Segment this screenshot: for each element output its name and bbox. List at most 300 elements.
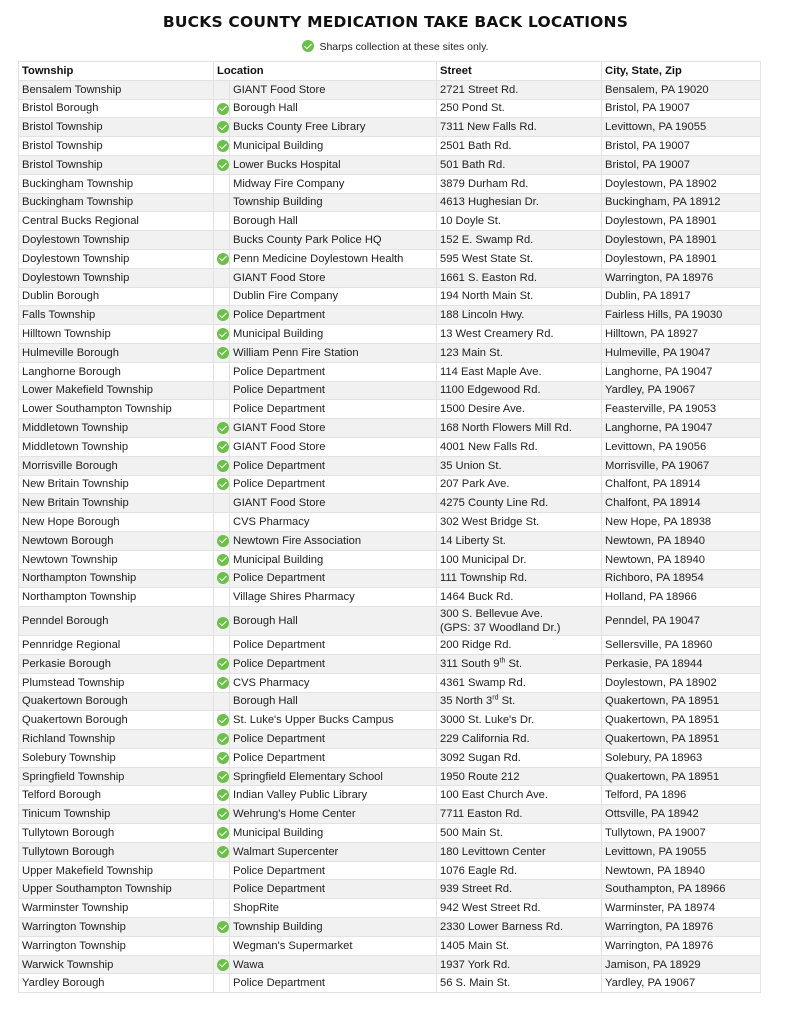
sharps-cell — [214, 842, 230, 861]
street-text: 1100 Edgewood Rd. — [440, 384, 541, 397]
location-cell: Wegman's Supermarket — [230, 936, 437, 955]
table-row — [19, 569, 761, 588]
table-row — [19, 343, 761, 362]
location-cell: Wehrung's Home Center — [230, 805, 437, 824]
township-cell: New Hope Borough — [19, 513, 214, 532]
street-text: 229 California Rd. — [440, 732, 530, 745]
street-cell — [437, 99, 602, 118]
sharps-cell — [214, 325, 230, 344]
check-circle-icon — [217, 159, 229, 171]
table-row — [19, 475, 761, 494]
table-row — [19, 155, 761, 174]
sharps-cell — [214, 918, 230, 937]
location-cell: CVS Pharmacy — [230, 673, 437, 692]
table-row — [19, 955, 761, 974]
table-row — [19, 974, 761, 993]
township-cell: Bristol Township — [19, 118, 214, 137]
township-cell: Langhorne Borough — [19, 362, 214, 381]
township-cell: Telford Borough — [19, 786, 214, 805]
street-cell — [437, 437, 602, 456]
street-cell — [437, 607, 602, 636]
location-cell: Bucks County Free Library — [230, 118, 437, 137]
city-cell: Doylestown, PA 18901 — [602, 249, 761, 268]
township-cell: Yardley Borough — [19, 974, 214, 993]
check-circle-icon — [217, 959, 229, 971]
sharps-cell — [214, 531, 230, 550]
street-text: 111 Township Rd. — [440, 572, 528, 585]
township-cell: Lower Southampton Township — [19, 400, 214, 419]
location-cell: Borough Hall — [230, 212, 437, 231]
table-row — [19, 805, 761, 824]
city-cell: Yardley, PA 19067 — [602, 381, 761, 400]
sharps-cell — [214, 711, 230, 730]
check-circle-icon — [217, 658, 229, 670]
street-text: 595 West State St. — [440, 252, 534, 265]
table-row — [19, 456, 761, 475]
check-circle-icon — [217, 617, 229, 629]
sharps-cell — [214, 362, 230, 381]
check-circle-icon — [217, 808, 229, 820]
street-text: 500 Main St. — [440, 826, 503, 839]
street-cell — [437, 268, 602, 287]
street-cell — [437, 419, 602, 438]
location-cell: Municipal Building — [230, 325, 437, 344]
column-header-street: Street — [437, 62, 602, 81]
city-cell: Quakertown, PA 18951 — [602, 730, 761, 749]
street-text: 180 Levittown Center — [440, 845, 546, 858]
street-cell — [437, 287, 602, 306]
street-text: 56 S. Main St. — [440, 977, 511, 990]
city-cell: Bristol, PA 19007 — [602, 137, 761, 156]
street-cell — [437, 550, 602, 569]
check-circle-icon — [217, 771, 229, 783]
street-cell — [437, 842, 602, 861]
sharps-cell — [214, 231, 230, 250]
township-cell: Perkasie Borough — [19, 654, 214, 673]
street-text: 300 S. Bellevue Ave. — [440, 608, 544, 621]
sharps-cell — [214, 588, 230, 607]
legend-text: Sharps collection at these sites only. — [319, 41, 489, 53]
street-text: 194 North Main St. — [440, 290, 534, 303]
location-cell: Springfield Elementary School — [230, 767, 437, 786]
sharps-cell — [214, 137, 230, 156]
city-cell: Solebury, PA 18963 — [602, 748, 761, 767]
sharps-cell — [214, 936, 230, 955]
street-text: 1076 Eagle Rd. — [440, 864, 518, 877]
city-cell: Doylestown, PA 18902 — [602, 673, 761, 692]
street-cell — [437, 636, 602, 655]
street-text: 200 Ridge Rd. — [440, 639, 512, 651]
sharps-cell — [214, 550, 230, 569]
sharps-cell — [214, 475, 230, 494]
location-cell: Police Department — [230, 748, 437, 767]
check-circle-icon — [217, 422, 229, 434]
location-cell: Municipal Building — [230, 824, 437, 843]
street-cell — [437, 306, 602, 325]
township-cell: Morrisville Borough — [19, 456, 214, 475]
street-cell — [437, 673, 602, 692]
street-text: 100 East Church Ave. — [440, 789, 549, 802]
location-cell: GIANT Food Store — [230, 494, 437, 513]
city-cell: Warrington, PA 18976 — [602, 918, 761, 937]
table-row — [19, 80, 761, 99]
street-ordinal-suffix: rd — [492, 694, 499, 702]
street-text: 1950 Route 212 — [440, 770, 520, 783]
check-circle-icon — [217, 253, 229, 265]
sharps-cell — [214, 174, 230, 193]
sharps-cell — [214, 212, 230, 231]
street-text: 1464 Buck Rd. — [440, 591, 514, 604]
check-circle-icon — [217, 733, 229, 745]
check-circle-icon — [217, 121, 229, 133]
sharps-cell — [214, 80, 230, 99]
check-circle-icon — [217, 554, 229, 566]
street-text: 13 West Creamery Rd. — [440, 328, 554, 341]
township-cell: Warminster Township — [19, 899, 214, 918]
city-cell: Fairless Hills, PA 19030 — [602, 306, 761, 325]
street-text: 4361 Swamp Rd. — [440, 676, 526, 689]
city-cell: Doylestown, PA 18902 — [602, 174, 761, 193]
street-text: 35 Union St. — [440, 459, 502, 472]
street-cell — [437, 730, 602, 749]
sharps-cell — [214, 268, 230, 287]
street-text: 2721 Street Rd. — [440, 83, 519, 96]
location-cell: Police Department — [230, 362, 437, 381]
table-row — [19, 268, 761, 287]
city-cell: Levittown, PA 19055 — [602, 118, 761, 137]
street-cell — [437, 212, 602, 231]
township-cell: Penndel Borough — [19, 607, 214, 636]
street-cell — [437, 692, 602, 711]
city-cell: Newtown, PA 18940 — [602, 550, 761, 569]
check-circle-icon — [217, 103, 229, 115]
street-text: 2330 Lower Barness Rd. — [440, 920, 564, 933]
check-circle-icon — [217, 572, 229, 584]
table-row — [19, 842, 761, 861]
check-circle-icon — [217, 328, 229, 340]
location-cell: Police Department — [230, 475, 437, 494]
check-circle-icon — [217, 846, 229, 858]
street-cell — [437, 325, 602, 344]
table-row — [19, 531, 761, 550]
location-cell: CVS Pharmacy — [230, 513, 437, 532]
city-cell: Ottsville, PA 18942 — [602, 805, 761, 824]
city-cell: Warrington, PA 18976 — [602, 936, 761, 955]
street-text: 302 West Bridge St. — [440, 516, 540, 529]
check-circle-icon — [217, 714, 229, 726]
street-text: 152 E. Swamp Rd. — [440, 234, 534, 247]
city-cell: New Hope, PA 18938 — [602, 513, 761, 532]
township-cell: Doylestown Township — [19, 249, 214, 268]
sharps-cell — [214, 400, 230, 419]
location-cell: ShopRite — [230, 899, 437, 918]
location-cell: Police Department — [230, 861, 437, 880]
table-row — [19, 918, 761, 937]
sharps-cell — [214, 673, 230, 692]
sharps-cell — [214, 692, 230, 711]
township-cell: Tullytown Borough — [19, 842, 214, 861]
street-cell — [437, 494, 602, 513]
sharps-cell — [214, 99, 230, 118]
table-row — [19, 899, 761, 918]
location-cell: St. Luke's Upper Bucks Campus — [230, 711, 437, 730]
township-cell: Hilltown Township — [19, 325, 214, 344]
street-text: 4001 New Falls Rd. — [440, 440, 538, 453]
sharps-cell — [214, 343, 230, 362]
location-cell: Township Building — [230, 918, 437, 937]
location-cell: Borough Hall — [230, 607, 437, 636]
sharps-cell — [214, 419, 230, 438]
check-circle-icon — [302, 40, 314, 52]
street-text: 207 Park Ave. — [440, 478, 510, 491]
city-cell: Hulmeville, PA 19047 — [602, 343, 761, 362]
township-cell: Dublin Borough — [19, 287, 214, 306]
street-text: 7711 Easton Rd. — [440, 808, 523, 821]
city-cell: Sellersville, PA 18960 — [602, 636, 761, 655]
page-title: BUCKS COUNTY MEDICATION TAKE BACK LOCATIONS — [162, 13, 629, 31]
location-cell: Wawa — [230, 955, 437, 974]
location-cell: Police Department — [230, 306, 437, 325]
check-circle-icon — [217, 752, 229, 764]
sharps-cell — [214, 636, 230, 655]
table-row — [19, 437, 761, 456]
sharps-cell — [214, 974, 230, 993]
street-suffix-text: St. — [498, 695, 516, 708]
street-text: 942 West Street Rd. — [440, 902, 541, 915]
township-cell: Plumstead Township — [19, 673, 214, 692]
sharps-cell — [214, 880, 230, 899]
table-row — [19, 936, 761, 955]
location-cell: Village Shires Pharmacy — [230, 588, 437, 607]
table-row — [19, 673, 761, 692]
city-cell: Newtown, PA 18940 — [602, 861, 761, 880]
city-cell: Langhorne, PA 19047 — [602, 362, 761, 381]
street-text: 3092 Sugan Rd. — [440, 751, 521, 764]
sharps-cell — [214, 494, 230, 513]
location-cell: Police Department — [230, 400, 437, 419]
city-cell: Chalfont, PA 18914 — [602, 494, 761, 513]
sharps-cell — [214, 748, 230, 767]
city-cell: Richboro, PA 18954 — [602, 569, 761, 588]
sharps-cell — [214, 824, 230, 843]
table-row — [19, 550, 761, 569]
sharps-cell — [214, 456, 230, 475]
city-cell: Buckingham, PA 18912 — [602, 193, 761, 212]
table-row — [19, 748, 761, 767]
city-cell: Doylestown, PA 18901 — [602, 212, 761, 231]
street-text: 4275 County Line Rd. — [440, 497, 549, 510]
township-cell: Middletown Township — [19, 437, 214, 456]
location-cell: Lower Bucks Hospital — [230, 155, 437, 174]
township-cell: New Britain Township — [19, 494, 214, 513]
location-cell: Police Department — [230, 880, 437, 899]
sharps-cell — [214, 730, 230, 749]
township-cell: Quakertown Borough — [19, 692, 214, 711]
township-cell: Springfield Township — [19, 767, 214, 786]
township-cell: New Britain Township — [19, 475, 214, 494]
table-row — [19, 880, 761, 899]
table-row — [19, 730, 761, 749]
table-row — [19, 494, 761, 513]
table-row — [19, 400, 761, 419]
township-cell: Solebury Township — [19, 748, 214, 767]
sharps-cell — [214, 767, 230, 786]
city-cell: Bristol, PA 19007 — [602, 155, 761, 174]
street-cell — [437, 231, 602, 250]
street-cell — [437, 118, 602, 137]
street-text: 10 Doyle St. — [440, 215, 501, 228]
city-cell: Levittown, PA 19055 — [602, 842, 761, 861]
street-cell — [437, 918, 602, 937]
street-cell — [437, 711, 602, 730]
street-cell — [437, 80, 602, 99]
location-cell: Dublin Fire Company — [230, 287, 437, 306]
township-cell: Upper Southampton Township — [19, 880, 214, 899]
township-cell: Lower Makefield Township — [19, 381, 214, 400]
township-cell: Middletown Township — [19, 419, 214, 438]
township-cell: Bensalem Township — [19, 80, 214, 99]
street-text: 1500 Desire Ave. — [440, 403, 525, 416]
street-text: 123 Main St. — [440, 346, 503, 359]
location-cell: GIANT Food Store — [230, 268, 437, 287]
check-circle-icon — [217, 478, 229, 490]
table-row — [19, 287, 761, 306]
township-cell: Bristol Township — [19, 155, 214, 174]
table-row — [19, 607, 761, 636]
check-circle-icon — [217, 535, 229, 547]
street-cell — [437, 654, 602, 673]
street-gps-note: (GPS: 37 Woodland Dr.) — [440, 622, 561, 635]
sharps-cell — [214, 861, 230, 880]
location-cell: Bucks County Park Police HQ — [230, 231, 437, 250]
city-cell: Chalfont, PA 18914 — [602, 475, 761, 494]
column-header-township: Township — [19, 62, 214, 81]
township-cell: Pennridge Regional — [19, 636, 214, 655]
city-cell: Quakertown, PA 18951 — [602, 711, 761, 730]
table-row — [19, 419, 761, 438]
street-cell — [437, 381, 602, 400]
township-cell: Hulmeville Borough — [19, 343, 214, 362]
street-cell — [437, 249, 602, 268]
street-cell — [437, 400, 602, 419]
street-cell — [437, 456, 602, 475]
table-row — [19, 588, 761, 607]
sharps-cell — [214, 654, 230, 673]
street-text: 2501 Bath Rd. — [440, 140, 512, 153]
township-cell: Warwick Township — [19, 955, 214, 974]
street-cell — [437, 588, 602, 607]
street-cell — [437, 955, 602, 974]
location-cell: Police Department — [230, 654, 437, 673]
sharps-cell — [214, 607, 230, 636]
city-cell: Newtown, PA 18940 — [602, 531, 761, 550]
city-cell: Telford, PA 1896 — [602, 786, 761, 805]
location-cell: Police Department — [230, 381, 437, 400]
street-text: 35 North 3 — [440, 695, 493, 708]
table-row — [19, 137, 761, 156]
location-cell: Indian Valley Public Library — [230, 786, 437, 805]
check-circle-icon — [217, 140, 229, 152]
check-circle-icon — [217, 441, 229, 453]
location-cell: Police Department — [230, 730, 437, 749]
street-text: 168 North Flowers Mill Rd. — [440, 422, 572, 435]
location-cell: GIANT Food Store — [230, 437, 437, 456]
township-cell: Tinicum Township — [19, 805, 214, 824]
street-cell — [437, 767, 602, 786]
street-cell — [437, 824, 602, 843]
table-row — [19, 99, 761, 118]
table-row — [19, 711, 761, 730]
street-text: 114 East Maple Ave. — [440, 365, 542, 378]
city-cell: Penndel, PA 19047 — [602, 607, 761, 636]
sharps-cell — [214, 306, 230, 325]
sharps-cell — [214, 569, 230, 588]
city-cell: Morrisville, PA 19067 — [602, 456, 761, 475]
table-row — [19, 249, 761, 268]
city-cell: Yardley, PA 19067 — [602, 974, 761, 993]
sharps-legend — [0, 40, 791, 53]
table-row — [19, 692, 761, 711]
township-cell: Bristol Township — [19, 137, 214, 156]
check-circle-icon — [217, 921, 229, 933]
check-circle-icon — [217, 827, 229, 839]
check-circle-icon — [217, 677, 229, 689]
table-row — [19, 786, 761, 805]
city-cell: Bristol, PA 19007 — [602, 99, 761, 118]
street-cell — [437, 974, 602, 993]
location-cell: Borough Hall — [230, 99, 437, 118]
street-cell — [437, 155, 602, 174]
street-cell — [437, 174, 602, 193]
location-cell: Police Department — [230, 569, 437, 588]
township-cell: Warrington Township — [19, 936, 214, 955]
table-row — [19, 861, 761, 880]
township-cell: Warrington Township — [19, 918, 214, 937]
city-cell: Feasterville, PA 19053 — [602, 400, 761, 419]
township-cell: Tullytown Borough — [19, 824, 214, 843]
street-cell — [437, 880, 602, 899]
township-cell: Newtown Township — [19, 550, 214, 569]
city-cell: Levittown, PA 19056 — [602, 437, 761, 456]
city-cell: Quakertown, PA 18951 — [602, 692, 761, 711]
sharps-cell — [214, 513, 230, 532]
table-row — [19, 654, 761, 673]
sharps-cell — [214, 118, 230, 137]
table-row — [19, 325, 761, 344]
street-text: 501 Bath Rd. — [440, 158, 506, 171]
location-cell: Penn Medicine Doylestown Health — [230, 249, 437, 268]
street-cell — [437, 343, 602, 362]
sharps-cell — [214, 955, 230, 974]
table-row — [19, 362, 761, 381]
sharps-cell — [214, 287, 230, 306]
street-text: 3879 Durham Rd. — [440, 177, 529, 190]
location-cell: Walmart Supercenter — [230, 842, 437, 861]
township-cell: Doylestown Township — [19, 268, 214, 287]
table-row — [19, 231, 761, 250]
table-header-row — [19, 62, 761, 81]
city-cell: Langhorne, PA 19047 — [602, 419, 761, 438]
city-cell: Hilltown, PA 18927 — [602, 325, 761, 344]
street-cell — [437, 362, 602, 381]
township-cell: Bristol Borough — [19, 99, 214, 118]
sharps-cell — [214, 786, 230, 805]
township-cell: Quakertown Borough — [19, 711, 214, 730]
table-row — [19, 193, 761, 212]
street-cell — [437, 861, 602, 880]
location-cell: GIANT Food Store — [230, 80, 437, 99]
check-circle-icon — [217, 309, 229, 321]
